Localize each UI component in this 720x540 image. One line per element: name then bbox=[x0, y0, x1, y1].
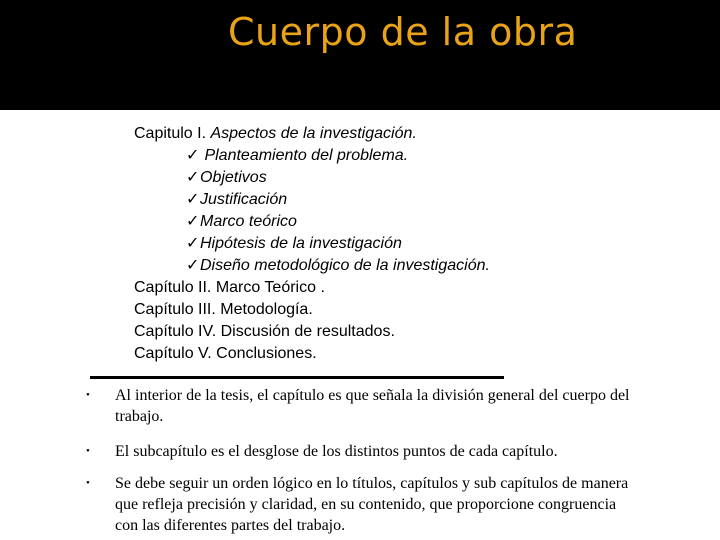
slide-header bbox=[0, 0, 720, 110]
subitem-label: Justificación bbox=[200, 191, 288, 208]
check-icon: ✓ bbox=[186, 213, 200, 230]
chapter-4-line: Capítulo IV. Discusión de resultados. bbox=[134, 323, 395, 340]
check-icon: ✓ bbox=[186, 191, 200, 208]
subitem-label: Marco teórico bbox=[200, 213, 297, 230]
chapter-3-line: Capítulo III. Metodología. bbox=[134, 301, 313, 318]
list-item bbox=[186, 168, 267, 188]
list-item bbox=[186, 212, 297, 232]
bullet-text: Al interior de la tesis, el capítulo es que señala la división general del cuerpo del trabajo. bbox=[115, 387, 630, 425]
chapter-1-title: Aspectos de la investigación. bbox=[210, 125, 417, 142]
bullet-text: Se debe seguir un orden lógico en lo títulos, capítulos y sub capítulos de manera que refleja precisión y claridad, en su contenido, que proporcione congruencia con las diferentes partes del trabajo. bbox=[115, 475, 629, 534]
bullet-icon: • bbox=[86, 389, 90, 401]
chapter-5-line: Capítulo V. Conclusiones. bbox=[134, 345, 317, 362]
subitem-label: Diseño metodológico de la investigación. bbox=[200, 257, 490, 274]
slide-title: Cuerpo de la obra bbox=[228, 10, 578, 54]
list-item bbox=[186, 234, 402, 254]
check-icon: ✓ bbox=[186, 257, 200, 274]
subitem-label: Planteamiento del problema. bbox=[200, 147, 409, 164]
bullet-text: El subcapítulo es el desglose de los distintos puntos de cada capítulo. bbox=[115, 443, 558, 460]
list-item bbox=[186, 256, 490, 276]
list-item bbox=[186, 146, 408, 166]
subitem-label: Objetivos bbox=[200, 169, 267, 186]
bullet-icon: • bbox=[86, 477, 90, 489]
list-item bbox=[186, 190, 287, 210]
check-icon: ✓ bbox=[186, 169, 200, 186]
chapter-1-prefix: Capitulo I. bbox=[134, 125, 211, 142]
chapter-1-line bbox=[134, 124, 417, 144]
check-icon: ✓ bbox=[186, 235, 200, 252]
subitem-label: Hipótesis de la investigación bbox=[200, 235, 402, 252]
chapter-2-line: Capítulo II. Marco Teórico . bbox=[134, 279, 325, 296]
divider bbox=[90, 376, 504, 379]
check-icon: ✓ bbox=[186, 147, 200, 164]
bullet-icon: • bbox=[86, 445, 90, 457]
